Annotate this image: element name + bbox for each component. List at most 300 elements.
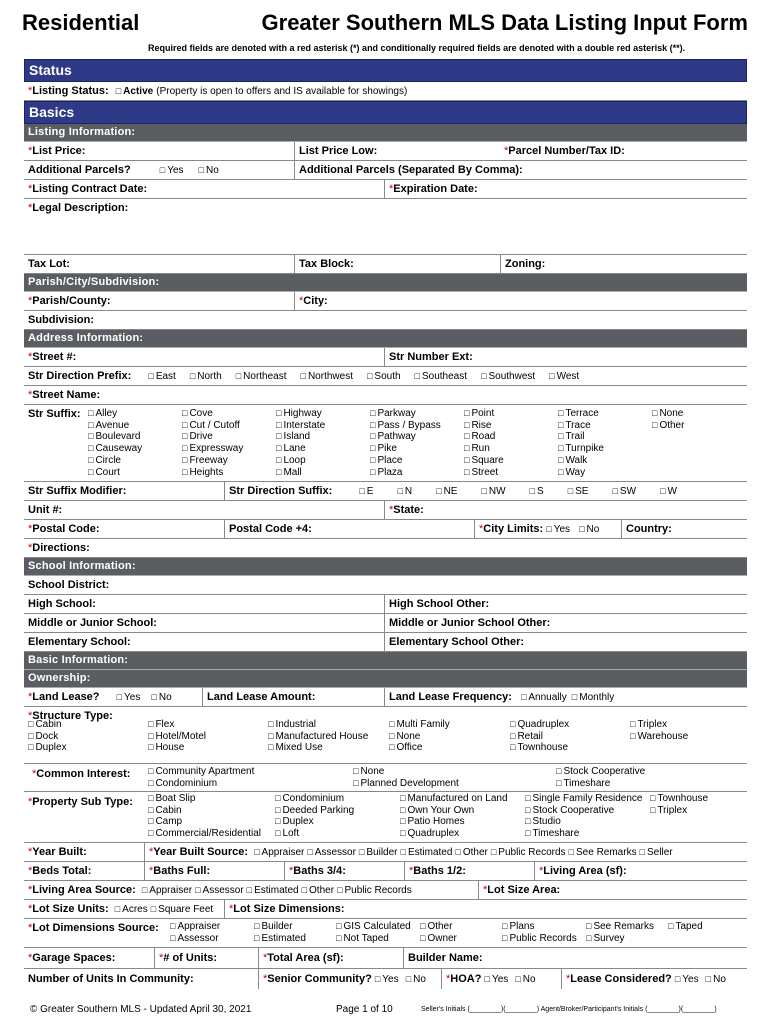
subtype-commercial-residential-option[interactable] xyxy=(148,828,261,839)
structure-multi-family-option[interactable] xyxy=(389,719,450,730)
common-stock-cooperative-option[interactable] xyxy=(556,766,645,777)
subtype-cabin-option[interactable] xyxy=(148,805,182,816)
dir-suffix-e-option[interactable] xyxy=(359,486,373,497)
structure-office-option[interactable] xyxy=(389,742,422,753)
checkbox-icon[interactable]: □ xyxy=(254,921,260,931)
list-price-field[interactable] xyxy=(24,142,294,160)
lds-owner-option[interactable] xyxy=(420,933,457,944)
suffix-trail-option[interactable] xyxy=(558,431,585,442)
subtype-stock-cooperative-option[interactable] xyxy=(525,805,614,816)
structure-retail-option[interactable] xyxy=(510,731,543,742)
checkbox-icon[interactable]: □ xyxy=(650,793,656,803)
subtype-own-your-own-option[interactable] xyxy=(400,805,474,816)
checkbox-icon[interactable]: □ xyxy=(182,408,188,418)
checkbox-icon[interactable]: □ xyxy=(630,730,636,741)
checkbox-icon[interactable]: □ xyxy=(370,419,376,430)
las-appraiser-option[interactable] xyxy=(142,885,192,896)
checkbox-icon[interactable]: □ xyxy=(549,371,555,381)
checkbox-icon[interactable]: □ xyxy=(525,828,531,839)
checkbox-icon[interactable]: □ xyxy=(558,466,564,477)
checkbox-icon[interactable]: □ xyxy=(525,816,531,827)
checkbox-icon[interactable]: □ xyxy=(558,454,564,465)
listing-contract-date-field[interactable] xyxy=(24,180,384,198)
checkbox-icon[interactable]: □ xyxy=(159,165,166,175)
checkbox-icon[interactable]: □ xyxy=(276,466,282,477)
baths-1-2-field[interactable] xyxy=(404,862,534,880)
checkbox-icon[interactable]: □ xyxy=(182,454,188,465)
lds-not-taped-option[interactable] xyxy=(336,933,389,944)
checkbox-icon[interactable]: □ xyxy=(558,419,564,430)
checkbox-icon[interactable]: □ xyxy=(336,921,342,931)
checkbox-icon[interactable]: □ xyxy=(148,719,154,729)
checkbox-icon[interactable]: □ xyxy=(568,847,574,857)
checkbox-icon[interactable]: □ xyxy=(612,486,618,496)
land-lease-amount-field[interactable]: Land Lease Amount: xyxy=(202,688,384,706)
checkbox-icon[interactable]: □ xyxy=(400,793,406,803)
lds-taped-option[interactable] xyxy=(668,921,703,932)
ybs-other-option[interactable] xyxy=(455,847,487,858)
parish-county-field[interactable] xyxy=(24,292,294,310)
units-field[interactable] xyxy=(154,948,258,968)
land-lease-yes-option[interactable] xyxy=(117,692,141,703)
ybs-public-records-option[interactable] xyxy=(491,847,566,858)
checkbox-icon[interactable]: □ xyxy=(630,719,636,729)
suffix-circle-option[interactable] xyxy=(88,455,121,466)
list-price-low-field[interactable]: List Price Low: xyxy=(294,142,500,160)
senior-yes-option[interactable] xyxy=(375,974,399,985)
checkbox-icon[interactable]: □ xyxy=(510,742,516,753)
street-number-field[interactable] xyxy=(24,348,384,366)
dir-suffix-se-option[interactable] xyxy=(568,486,589,497)
lds-see-remarks-option[interactable] xyxy=(586,921,654,932)
city-field[interactable] xyxy=(294,292,747,310)
checkbox-icon[interactable]: □ xyxy=(268,719,274,729)
checkbox-icon[interactable]: □ xyxy=(420,932,426,943)
city-limits-no-option[interactable] xyxy=(579,524,599,535)
checkbox-icon[interactable]: □ xyxy=(370,443,376,454)
suffix-alley-option[interactable] xyxy=(88,408,117,419)
checkbox-icon[interactable]: □ xyxy=(405,974,412,984)
checkbox-icon[interactable]: □ xyxy=(28,719,34,729)
monthly-option[interactable] xyxy=(572,692,614,703)
dir-suffix-ne-option[interactable] xyxy=(436,486,457,497)
checkbox-icon[interactable]: □ xyxy=(558,408,564,418)
checkbox-icon[interactable]: □ xyxy=(88,443,94,454)
checkbox-icon[interactable]: □ xyxy=(668,921,674,931)
prefix-west-option[interactable] xyxy=(549,371,579,382)
checkbox-icon[interactable]: □ xyxy=(276,454,282,465)
checkbox-icon[interactable]: □ xyxy=(275,804,281,815)
checkbox-icon[interactable]: □ xyxy=(148,828,154,839)
units-in-community-field[interactable]: Number of Units In Community: xyxy=(28,973,194,985)
postal-code-4-field[interactable]: Postal Code +4: xyxy=(224,520,474,538)
structure-manufactured-house-option[interactable] xyxy=(268,731,368,742)
high-school-other-field[interactable]: High School Other: xyxy=(384,595,747,613)
checkbox-icon[interactable]: □ xyxy=(336,932,342,943)
las-other-option[interactable] xyxy=(302,885,334,896)
suffix-plaza-option[interactable] xyxy=(370,467,402,478)
checkbox-icon[interactable]: □ xyxy=(148,777,154,788)
checkbox-icon[interactable]: □ xyxy=(254,932,260,943)
suffix-highway-option[interactable] xyxy=(276,408,322,419)
zoning-field[interactable]: Zoning: xyxy=(500,255,747,273)
checkbox-icon[interactable]: □ xyxy=(558,443,564,454)
suffix-pathway-option[interactable] xyxy=(370,431,416,442)
checkbox-icon[interactable]: □ xyxy=(502,921,508,931)
lot-size-area-field[interactable] xyxy=(478,881,747,899)
structure-mixed-use-option[interactable] xyxy=(268,742,323,753)
structure-triplex-option[interactable] xyxy=(630,719,667,730)
checkbox-icon[interactable]: □ xyxy=(254,847,260,857)
checkbox-icon[interactable]: □ xyxy=(148,804,154,815)
suffix-way-option[interactable] xyxy=(558,467,585,478)
lds-estimated-option[interactable] xyxy=(254,933,306,944)
suffix-other-option[interactable] xyxy=(652,420,684,431)
checkbox-icon[interactable]: □ xyxy=(481,371,487,381)
checkbox-icon[interactable]: □ xyxy=(28,742,34,753)
checkbox-icon[interactable]: □ xyxy=(148,742,154,753)
lds-plans-option[interactable] xyxy=(502,921,534,932)
las-public-records-option[interactable] xyxy=(337,885,412,896)
suffix-pike-option[interactable] xyxy=(370,443,397,454)
subtype-condominium-option[interactable] xyxy=(275,793,344,804)
checkbox-icon[interactable]: □ xyxy=(414,371,420,381)
subtype-duplex-option[interactable] xyxy=(275,816,314,827)
checkbox-icon[interactable]: □ xyxy=(502,932,508,943)
suffix-heights-option[interactable] xyxy=(182,467,223,478)
checkbox-icon[interactable]: □ xyxy=(556,766,562,776)
checkbox-icon[interactable]: □ xyxy=(353,777,359,788)
suffix-rise-option[interactable] xyxy=(464,420,491,431)
suffix-terrace-option[interactable] xyxy=(558,408,599,419)
checkbox-icon[interactable]: □ xyxy=(148,816,154,827)
structure-flex-option[interactable] xyxy=(148,719,174,730)
subtype-timeshare-option[interactable] xyxy=(525,828,579,839)
checkbox-icon[interactable]: □ xyxy=(182,431,188,442)
checkbox-icon[interactable]: □ xyxy=(571,692,578,702)
dir-suffix-sw-option[interactable] xyxy=(612,486,636,497)
checkbox-icon[interactable]: □ xyxy=(198,165,205,175)
checkbox-icon[interactable]: □ xyxy=(515,974,521,984)
structure-townhouse-option[interactable] xyxy=(510,742,568,753)
checkbox-icon[interactable]: □ xyxy=(525,793,531,803)
checkbox-icon[interactable]: □ xyxy=(420,921,426,931)
school-district-field[interactable]: School District: xyxy=(28,579,110,591)
checkbox-icon[interactable]: □ xyxy=(370,466,376,477)
subtype-single-family-residence-option[interactable] xyxy=(525,793,643,804)
suffix-boulevard-option[interactable] xyxy=(88,431,140,442)
checkbox-icon[interactable]: □ xyxy=(88,419,94,430)
checkbox-icon[interactable]: □ xyxy=(358,847,365,857)
lease-yes-option[interactable] xyxy=(675,974,699,985)
checkbox-icon[interactable]: □ xyxy=(370,431,376,442)
suffix-freeway-option[interactable] xyxy=(182,455,228,466)
checkbox-icon[interactable]: □ xyxy=(370,454,376,465)
subdivision-field[interactable]: Subdivision: xyxy=(28,314,94,326)
common-none-option[interactable] xyxy=(353,766,384,777)
checkbox-icon[interactable]: □ xyxy=(652,408,658,418)
checkbox-icon[interactable]: □ xyxy=(275,828,281,839)
checkbox-icon[interactable]: □ xyxy=(464,419,470,430)
common-condominium-option[interactable] xyxy=(148,778,217,789)
checkbox-icon[interactable]: □ xyxy=(141,885,148,895)
suffix-cove-option[interactable] xyxy=(182,408,213,419)
lds-appraiser-option[interactable] xyxy=(170,921,220,932)
ybs-builder-option[interactable] xyxy=(359,847,398,858)
ybs-seller-option[interactable] xyxy=(640,847,673,858)
ybs-see-remarks-option[interactable] xyxy=(569,847,637,858)
checkbox-icon[interactable]: □ xyxy=(510,730,516,741)
checkbox-icon[interactable]: □ xyxy=(389,742,395,753)
checkbox-icon[interactable]: □ xyxy=(170,921,176,931)
checkbox-icon[interactable]: □ xyxy=(525,804,531,815)
hoa-no-option[interactable] xyxy=(515,974,535,985)
elementary-school-field[interactable]: Elementary School: xyxy=(28,636,131,648)
structure-duplex-option[interactable] xyxy=(28,742,67,753)
baths-full-field[interactable] xyxy=(144,862,284,880)
lds-other-option[interactable] xyxy=(420,921,452,932)
checkbox-icon[interactable]: □ xyxy=(464,443,470,454)
suffix-turnpike-option[interactable] xyxy=(558,443,604,454)
checkbox-icon[interactable]: □ xyxy=(353,766,359,776)
checkbox-icon[interactable]: □ xyxy=(116,692,123,702)
beds-total-field[interactable] xyxy=(24,862,144,880)
checkbox-icon[interactable]: □ xyxy=(400,828,406,839)
checkbox-icon[interactable]: □ xyxy=(484,974,490,984)
checkbox-icon[interactable]: □ xyxy=(148,371,154,381)
prefix-northwest-option[interactable] xyxy=(301,371,353,382)
checkbox-icon[interactable]: □ xyxy=(88,408,94,418)
checkbox-icon[interactable]: □ xyxy=(674,974,681,984)
suffix-road-option[interactable] xyxy=(464,431,495,442)
structure-none-option[interactable] xyxy=(389,731,420,742)
suffix-lane-option[interactable] xyxy=(276,443,306,454)
dir-suffix-n-option[interactable] xyxy=(397,486,412,497)
checkbox-icon[interactable]: □ xyxy=(520,692,527,702)
str-suffix-modifier-field[interactable]: Str Suffix Modifier: xyxy=(28,485,127,497)
tax-lot-field[interactable]: Tax Lot: xyxy=(28,258,70,270)
structure-warehouse-option[interactable] xyxy=(630,731,688,742)
checkbox-icon[interactable]: □ xyxy=(579,524,585,534)
checkbox-icon[interactable]: □ xyxy=(195,885,201,895)
checkbox-icon[interactable]: □ xyxy=(400,804,406,815)
checkbox-icon[interactable]: □ xyxy=(276,408,282,418)
subtype-manufactured-on-land-option[interactable] xyxy=(400,793,508,804)
checkbox-icon[interactable]: □ xyxy=(189,371,196,381)
checkbox-icon[interactable]: □ xyxy=(370,408,376,418)
city-limits-yes-option[interactable] xyxy=(546,524,570,535)
suffix-loop-option[interactable] xyxy=(276,455,306,466)
checkbox-icon[interactable]: □ xyxy=(397,486,403,496)
structure-hotel-motel-option[interactable] xyxy=(148,731,206,742)
subtype-studio-option[interactable] xyxy=(525,816,561,827)
checkbox-icon[interactable]: □ xyxy=(359,486,365,496)
year-built-field[interactable] xyxy=(24,843,144,861)
suffix-square-option[interactable] xyxy=(464,455,504,466)
las-assessor-option[interactable] xyxy=(195,885,244,896)
str-number-ext-field[interactable]: Str Number Ext: xyxy=(384,348,747,366)
suffix-place-option[interactable] xyxy=(370,455,402,466)
checkbox-icon[interactable]: □ xyxy=(567,486,574,496)
checkbox-icon[interactable]: □ xyxy=(436,486,442,496)
checkbox-icon[interactable]: □ xyxy=(455,847,461,857)
dir-suffix-nw-option[interactable] xyxy=(481,486,505,497)
las-estimated-option[interactable] xyxy=(247,885,299,896)
street-name-field[interactable] xyxy=(24,386,747,404)
subtype-quadruplex-option[interactable] xyxy=(400,828,459,839)
legal-description-field[interactable] xyxy=(24,199,747,254)
checkbox-icon[interactable]: □ xyxy=(490,847,497,857)
dir-suffix-w-option[interactable] xyxy=(660,486,677,497)
checkbox-icon[interactable]: □ xyxy=(586,932,592,943)
subtype-loft-option[interactable] xyxy=(275,828,299,839)
checkbox-icon[interactable]: □ xyxy=(148,730,154,741)
expiration-date-field[interactable] xyxy=(384,180,747,198)
subtype-camp-option[interactable] xyxy=(148,816,182,827)
subtype-patio-homes-option[interactable] xyxy=(400,816,465,827)
directions-field[interactable] xyxy=(24,539,747,557)
checkbox-icon[interactable]: □ xyxy=(151,692,157,702)
lease-no-option[interactable] xyxy=(706,974,726,985)
checkbox-icon[interactable]: □ xyxy=(586,921,592,931)
prefix-southwest-option[interactable] xyxy=(481,371,535,382)
checkbox-icon[interactable]: □ xyxy=(510,719,516,729)
checkbox-icon[interactable]: □ xyxy=(389,730,395,741)
suffix-none-option[interactable] xyxy=(652,408,683,419)
checkbox-icon[interactable]: □ xyxy=(374,974,381,984)
prefix-south-option[interactable] xyxy=(367,371,401,382)
lot-units-acres-option[interactable] xyxy=(115,904,148,915)
prefix-east-option[interactable] xyxy=(148,371,175,382)
suffix-pass-bypass-option[interactable] xyxy=(370,420,441,431)
lds-public-records-option[interactable] xyxy=(502,933,577,944)
checkbox-icon[interactable]: □ xyxy=(652,419,658,430)
suffix-street-option[interactable] xyxy=(464,467,498,478)
checkbox-icon[interactable]: □ xyxy=(481,486,487,496)
checkbox-icon[interactable]: □ xyxy=(276,443,282,454)
common-planned-development-option[interactable] xyxy=(353,778,459,789)
country-field[interactable]: Country: xyxy=(621,520,747,538)
checkbox-icon[interactable]: □ xyxy=(275,816,281,827)
suffix-drive-option[interactable] xyxy=(182,431,213,442)
checkbox-icon[interactable]: □ xyxy=(115,86,122,96)
suffix-cut-cutoff-option[interactable] xyxy=(182,420,240,431)
checkbox-icon[interactable]: □ xyxy=(300,371,306,381)
lds-survey-option[interactable] xyxy=(586,933,625,944)
checkbox-icon[interactable]: □ xyxy=(400,816,406,827)
ybs-estimated-option[interactable] xyxy=(401,847,453,858)
lds-builder-option[interactable] xyxy=(254,921,293,932)
checkbox-icon[interactable]: □ xyxy=(529,486,536,496)
checkbox-icon[interactable]: □ xyxy=(235,371,242,381)
suffix-causeway-option[interactable] xyxy=(88,443,142,454)
baths-3-4-field[interactable] xyxy=(284,862,404,880)
checkbox-icon[interactable]: □ xyxy=(301,885,308,895)
suffix-expressway-option[interactable] xyxy=(182,443,243,454)
land-lease-no-option[interactable] xyxy=(151,692,171,703)
suffix-court-option[interactable] xyxy=(88,467,120,478)
prefix-northeast-option[interactable] xyxy=(236,371,287,382)
suffix-interstate-option[interactable] xyxy=(276,420,325,431)
lds-gis-calculated-option[interactable] xyxy=(336,921,411,932)
hoa-yes-option[interactable] xyxy=(485,974,509,985)
checkbox-icon[interactable]: □ xyxy=(660,486,666,496)
checkbox-icon[interactable]: □ xyxy=(366,371,373,381)
checkbox-icon[interactable]: □ xyxy=(246,885,253,895)
additional-parcels-list-field[interactable]: Additional Parcels (Separated By Comma): xyxy=(294,161,747,179)
checkbox-icon[interactable]: □ xyxy=(464,466,470,477)
prefix-southeast-option[interactable] xyxy=(415,371,467,382)
checkbox-icon[interactable]: □ xyxy=(88,466,94,477)
checkbox-icon[interactable]: □ xyxy=(400,847,406,857)
common-timeshare-option[interactable] xyxy=(556,778,610,789)
checkbox-icon[interactable]: □ xyxy=(389,719,395,729)
checkbox-icon[interactable]: □ xyxy=(546,524,552,534)
add-parcels-yes-option[interactable] xyxy=(160,165,184,176)
checkbox-icon[interactable]: □ xyxy=(148,793,154,803)
checkbox-icon[interactable]: □ xyxy=(182,419,188,430)
subtype-deeded-parking-option[interactable] xyxy=(275,805,354,816)
prefix-north-option[interactable] xyxy=(190,371,222,382)
checkbox-icon[interactable]: □ xyxy=(170,932,176,943)
checkbox-icon[interactable]: □ xyxy=(150,904,157,914)
suffix-trace-option[interactable] xyxy=(558,420,591,431)
ybs-assessor-option[interactable] xyxy=(307,847,356,858)
checkbox-icon[interactable]: □ xyxy=(276,419,282,430)
subtype-townhouse-option[interactable] xyxy=(650,793,708,804)
checkbox-icon[interactable]: □ xyxy=(639,847,646,857)
status-active-option[interactable] xyxy=(116,86,153,97)
annually-option[interactable] xyxy=(521,692,567,703)
high-school-field[interactable]: High School: xyxy=(28,598,96,610)
checkbox-icon[interactable]: □ xyxy=(556,777,562,788)
checkbox-icon[interactable]: □ xyxy=(88,454,94,465)
total-area-field[interactable] xyxy=(258,948,403,968)
state-field[interactable] xyxy=(384,501,747,519)
checkbox-icon[interactable]: □ xyxy=(705,974,712,984)
living-area-field[interactable] xyxy=(534,862,747,880)
unit-number-field[interactable]: Unit #: xyxy=(28,504,63,516)
checkbox-icon[interactable]: □ xyxy=(558,431,564,442)
builder-name-field[interactable]: Builder Name: xyxy=(403,948,747,968)
checkbox-icon[interactable]: □ xyxy=(464,454,470,465)
subtype-boat-slip-option[interactable] xyxy=(148,793,195,804)
middle-school-field[interactable]: Middle or Junior School: xyxy=(28,617,157,629)
senior-no-option[interactable] xyxy=(406,974,426,985)
checkbox-icon[interactable]: □ xyxy=(88,431,94,442)
postal-code-field[interactable] xyxy=(24,520,224,538)
checkbox-icon[interactable]: □ xyxy=(650,804,656,815)
checkbox-icon[interactable]: □ xyxy=(28,730,34,741)
suffix-run-option[interactable] xyxy=(464,443,490,454)
checkbox-icon[interactable]: □ xyxy=(268,742,274,753)
suffix-mall-option[interactable] xyxy=(276,467,302,478)
checkbox-icon[interactable]: □ xyxy=(464,408,470,418)
suffix-avenue-option[interactable] xyxy=(88,420,129,431)
lds-assessor-option[interactable] xyxy=(170,933,219,944)
checkbox-icon[interactable]: □ xyxy=(464,431,470,442)
lot-units-square-feet-option[interactable] xyxy=(151,904,213,915)
structure-quadruplex-option[interactable] xyxy=(510,719,569,730)
suffix-walk-option[interactable] xyxy=(558,455,587,466)
checkbox-icon[interactable]: □ xyxy=(114,904,121,914)
subtype-triplex-option[interactable] xyxy=(650,805,687,816)
checkbox-icon[interactable]: □ xyxy=(307,847,313,857)
structure-dock-option[interactable] xyxy=(28,731,58,742)
garage-spaces-field[interactable] xyxy=(24,948,154,968)
structure-industrial-option[interactable] xyxy=(268,719,316,730)
middle-school-other-field[interactable]: Middle or Junior School Other: xyxy=(384,614,747,632)
